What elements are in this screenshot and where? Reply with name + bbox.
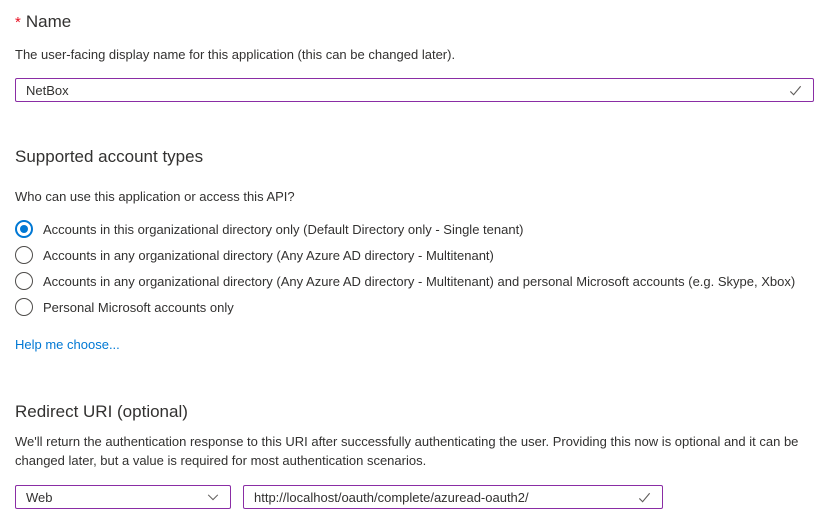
redirect-uri-description: We'll return the authentication response to this URI after successfully authenticating the user. Providing this now is optional and it can be changed later, but a value is required for most authentication scenarios. bbox=[15, 434, 799, 468]
radio-unselected-icon bbox=[15, 298, 33, 316]
radio-option-single-tenant[interactable] bbox=[15, 216, 814, 242]
radio-option-label: Accounts in any organizational directory (Any Azure AD directory - Multitenant) and personal Microsoft accounts (e.g. Skype, Xbox) bbox=[43, 273, 796, 289]
help-me-choose-link[interactable]: Help me choose... bbox=[15, 337, 120, 352]
platform-select[interactable] bbox=[15, 485, 231, 509]
radio-option-multitenant[interactable] bbox=[15, 242, 814, 268]
chevron-down-icon bbox=[206, 490, 220, 504]
checkmark-icon bbox=[637, 490, 652, 505]
radio-option-multitenant-personal[interactable] bbox=[15, 268, 814, 294]
name-description: The user-facing display name for this application (this can be changed later). bbox=[15, 47, 456, 62]
radio-selected-icon bbox=[15, 220, 33, 238]
redirect-uri-section bbox=[15, 401, 814, 509]
radio-option-personal-only[interactable] bbox=[15, 294, 814, 320]
supported-account-types-section bbox=[15, 146, 814, 354]
radio-unselected-icon bbox=[15, 272, 33, 290]
name-title-text: Name bbox=[25, 12, 72, 31]
platform-select-value: Web bbox=[26, 489, 53, 505]
required-asterisk: * bbox=[15, 14, 21, 31]
radio-unselected-icon bbox=[15, 246, 33, 264]
redirect-uri-input[interactable] bbox=[254, 490, 637, 505]
redirect-uri-controls bbox=[15, 485, 814, 509]
account-types-question: Who can use this application or access this API? bbox=[15, 189, 295, 204]
account-type-radio-group bbox=[15, 216, 814, 320]
redirect-uri-input-box bbox=[243, 485, 663, 509]
radio-option-label: Accounts in any organizational directory (Any Azure AD directory - Multitenant) bbox=[43, 247, 494, 263]
radio-option-label: Personal Microsoft accounts only bbox=[43, 299, 234, 315]
name-section bbox=[15, 11, 814, 102]
redirect-uri-title: Redirect URI (optional) bbox=[15, 402, 188, 421]
name-input-box bbox=[15, 78, 814, 102]
checkmark-icon bbox=[788, 83, 803, 98]
name-input[interactable] bbox=[26, 83, 788, 98]
supported-account-types-title: Supported account types bbox=[15, 147, 204, 166]
name-section-title bbox=[15, 11, 814, 34]
radio-option-label: Accounts in this organizational directory only (Default Directory only - Single tenant) bbox=[43, 221, 524, 237]
